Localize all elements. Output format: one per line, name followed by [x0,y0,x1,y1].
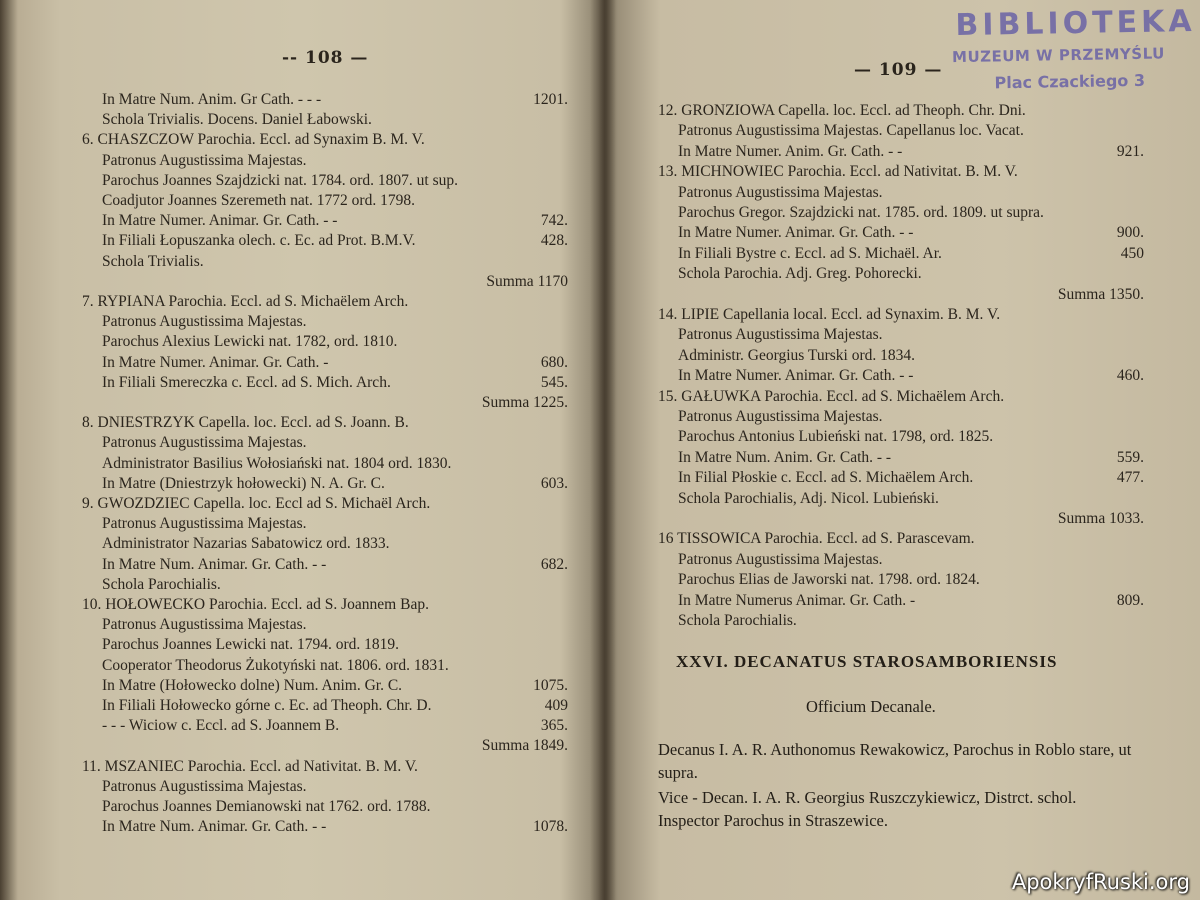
text-line: 15. GAŁUWKA Parochia. Eccl. ad S. Michaëlem Arch. [658,387,1005,405]
text-line: In Matre Numer. Anim. Gr. Cath. - - [678,142,903,160]
text-line: Patronus Augustissima Majestas. [102,777,307,795]
section-heading: XXVI. DECANATUS STAROSAMBORIENSIS [676,652,1058,671]
text-line: Parochus Alexius Lewicki nat. 1782, ord. 1810. [102,333,398,351]
stamp-line-2: MUZEUM W PRZEMYŚLU [951,44,1165,67]
text-line: Patronus Augustissima Majestas. [678,408,883,425]
line-count: 450 [1120,244,1144,262]
text-line: Parochus Antonius Lubieński nat. 1798, ord. 1825. [678,428,994,446]
text-line: Schola Parochialis. [678,612,797,629]
text-line: In Filiali Hołowecko górne c. Ec. ad Theoph. Chr. D. [102,697,432,714]
text-line: In Matre (Hołowecko dolne) Num. Anim. Gr. C. [102,676,403,694]
line-count: 1075. [533,676,568,694]
summa-line: Summa 1170 [486,272,568,290]
line-count: 921. [1116,142,1144,160]
summa-line: Summa 1033. [1057,510,1144,527]
text-line: In Matre Numer. Animar. Gr. Cath. - - [678,224,914,242]
summa-line: Summa 1849. [481,737,568,755]
text-line: Patronus Augustissima Majestas. [102,151,307,169]
text-line: Patronus Augustissima Majestas. [102,434,307,452]
text-line: Parochus Joannes Lewicki nat. 1794. ord. 1819. [102,636,400,654]
text-line: In Filiali Smereczka c. Eccl. ad S. Mich. Arch. [102,373,391,391]
line-count: 900. [1116,224,1144,242]
section-subheading: Officium Decanale. [806,697,936,716]
text-line: In Matre Num. Anim. Gr. Cath. - - [678,448,892,466]
text-line: Patronus Augustissima Majestas. [678,550,883,568]
text-line: - - - Wiciow c. Eccl. ad S. Joannem B. [102,717,340,735]
text-line: In Filiali Łopuszanka olech. c. Ec. ad Prot. B.M.V. [102,232,416,250]
text-line: Administr. Georgius Turski ord. 1834. [678,346,915,364]
text-line: 16 TISSOWICA Parochia. Eccl. ad S. Parascevam. [658,530,975,548]
text-line: Parochus Gregor. Szajdzicki nat. 1785. ord. 1809. ut supra. [678,204,1044,221]
line-count: 409 [544,697,568,714]
text-line: In Matre Numerus Animar. Gr. Cath. - [678,591,916,609]
text-line: In Matre Num. Animar. Gr. Cath. - - [102,555,327,573]
text-line: Patronus Augustissima Majestas. [678,326,883,344]
text-line: Administrator Nazarias Sabatowicz ord. 1833. [102,535,390,553]
line-count: 603. [540,474,568,492]
stamp-line-3: Plac Czackiego 3 [994,70,1146,93]
line-count: 559. [1116,448,1144,466]
line-count: 365. [540,717,568,735]
text-line: In Matre Numer. Animar. Gr. Cath. - [102,353,329,371]
text-line: Cooperator Theodorus Żukotyński nat. 1806. ord. 1831. [102,656,449,674]
text-line: Schola Parochialis, Adj. Nicol. Lubieński. [678,489,939,507]
text-line: Patronus Augustissima Majestas. [102,313,307,331]
library-stamp [947,4,1200,102]
text-line: 10. HOŁOWECKO Parochia. Eccl. ad S. Joannem Bap. [82,596,429,613]
paragraph-vice-decan: Vice - Decan. I. A. R. Georgius Ruszczykiewicz, Distrct. schol. Inspector Parochus in Straszewice. [658,788,1077,830]
text-line: In Filiali Bystre c. Eccl. ad S. Michaël. Ar. [678,244,942,262]
text-line: Schola Trivialis. Docens. Daniel Łabowski. [102,111,372,129]
text-line: In Matre Numer. Animar. Gr. Cath. - - [102,212,338,230]
line-count: 460. [1116,367,1144,385]
page-number-left: -- 108 — [282,48,369,68]
site-watermark: ApokryfRuski.org [1011,870,1190,894]
line-count: 1201. [533,91,568,108]
summa-line: Summa 1225. [481,394,568,411]
line-count: 545. [540,373,568,391]
text-line: Schola Parochialis. [102,575,221,593]
line-count: 477. [1116,469,1144,487]
text-line: Parochus Joannes Szajdzicki nat. 1784. ord. 1807. ut sup. [102,171,459,189]
text-line: In Matre Num. Animar. Gr. Cath. - - [102,818,327,836]
text-line: 7. RYPIANA Parochia. Eccl. ad S. Michaëlem Arch. [82,293,409,310]
text-line: 6. CHASZCZOW Parochia. Eccl. ad Synaxim B. M. V. [82,131,425,149]
right-page [606,0,1200,900]
line-count: 428. [540,232,568,250]
text-line: Parochus Joannes Demianowski nat 1762. ord. 1788. [102,798,431,815]
text-line: In Matre Num. Anim. Gr Cath. - - - [102,91,322,108]
text-line: Schola Parochia. Adj. Greg. Pohorecki. [678,265,922,283]
line-count: 682. [540,555,568,573]
text-line: 14. LIPIE Capellania local. Eccl. ad Synaxim. B. M. V. [658,306,1001,323]
text-line: 12. GRONZIOWA Capella. loc. Eccl. ad Theoph. Chr. Dni. [658,102,1026,119]
text-line: In Filial Płoskie c. Eccl. ad S. Michaëlem Arch. [678,469,974,487]
line-count: 680. [540,353,568,371]
text-line: Parochus Elias de Jaworski nat. 1798. ord. 1824. [678,571,980,589]
stamp-line-1: BIBLIOTEKA [955,3,1196,44]
text-line: Patronus Augustissima Majestas. [678,183,883,201]
text-line: Schola Trivialis. [102,252,204,270]
line-count: 809. [1116,591,1144,609]
text-line: In Matre (Dniestrzyk hołowecki) N. A. Gr. C. [102,474,385,492]
text-line: 8. DNIESTRZYK Capella. loc. Eccl. ad S. Joann. B. [82,414,409,432]
text-line: Patronus Augustissima Majestas. Capellanus loc. Vacat. [678,122,1024,140]
line-count: 1078. [533,818,568,836]
text-line: 9. GWOZDZIEC Capella. loc. Eccl ad S. Michaël Arch. [82,495,431,512]
text-line: 11. MSZANIEC Parochia. Eccl. ad Nativitat. B. M. V. [82,757,418,775]
line-count: 742. [540,212,568,230]
summa-line: Summa 1350. [1057,285,1144,303]
paragraph-decanus: Decanus I. A. R. Authonomus Rewakowicz, Parochus in Roblo stare, ut supra. [658,740,1132,782]
page-number-right: — 109 — [854,60,943,80]
text-line: 13. MICHNOWIEC Parochia. Eccl. ad Nativitat. B. M. V. [658,163,1018,181]
text-line: Patronus Augustissima Majestas. [102,616,307,634]
text-line: Patronus Augustissima Majestas. [102,515,307,533]
text-line: In Matre Numer. Animar. Gr. Cath. - - [678,367,914,385]
text-line: Administrator Basilius Wołosiański nat. 1804 ord. 1830. [102,454,452,472]
text-line: Coadjutor Joannes Szeremeth nat. 1772 ord. 1798. [102,192,415,209]
